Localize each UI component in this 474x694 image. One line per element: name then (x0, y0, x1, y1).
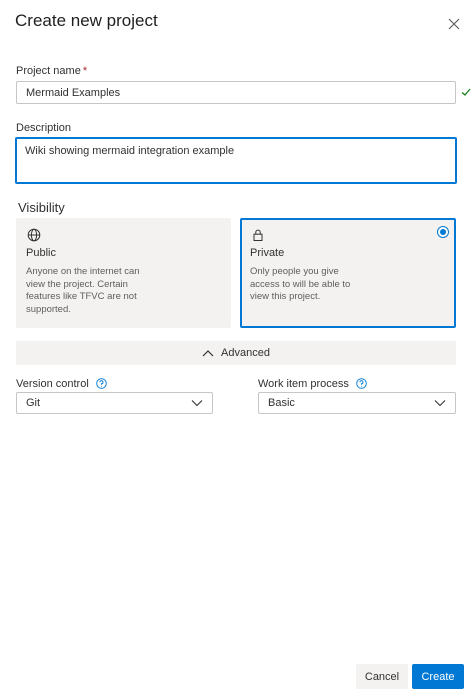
work-item-process-value: Basic (268, 397, 295, 409)
private-description: Only people you give access to will be able to view this project. (250, 266, 351, 302)
description-textarea[interactable] (15, 137, 457, 184)
chevron-down-icon (191, 399, 203, 407)
work-item-process-dropdown[interactable] (258, 392, 456, 414)
checkmark-icon (461, 87, 471, 97)
version-control-label-text: Version control (16, 378, 89, 390)
required-marker: * (82, 65, 88, 77)
version-control-label (16, 378, 107, 390)
version-control-dropdown[interactable] (16, 392, 213, 414)
create-button[interactable]: Create (412, 664, 464, 689)
globe-icon (27, 228, 41, 242)
lock-icon (251, 228, 265, 242)
version-control-value: Git (26, 397, 41, 409)
visibility-option-public[interactable] (16, 218, 231, 328)
help-icon[interactable] (356, 378, 367, 389)
help-icon[interactable] (96, 378, 107, 389)
public-description: Anyone on the internet can view the project. Certain features like TFVC are not supported. (26, 266, 140, 315)
chevron-down-icon (434, 399, 446, 407)
project-name-label-text: Project name (16, 65, 81, 77)
visibility-label: Visibility (18, 200, 65, 215)
project-name-input[interactable] (16, 81, 456, 104)
description-label: Description (16, 122, 72, 134)
work-item-process-label (258, 378, 367, 390)
chevron-up-icon (202, 349, 214, 357)
project-name-label (16, 65, 87, 77)
close-icon (444, 14, 464, 34)
advanced-label: Advanced (221, 347, 270, 359)
private-title: Private (250, 247, 285, 259)
visibility-option-private[interactable] (240, 218, 456, 328)
work-item-process-label-text: Work item process (258, 378, 349, 390)
description-value: Wiki showing mermaid integration example (25, 145, 235, 157)
private-radio-selected[interactable] (437, 226, 449, 238)
public-title: Public (26, 247, 56, 259)
close-button[interactable] (444, 14, 464, 34)
project-name-value: Mermaid Examples (26, 86, 121, 99)
cancel-button[interactable]: Cancel (356, 664, 408, 689)
advanced-toggle[interactable] (16, 341, 456, 365)
dialog-title: Create new project (15, 11, 158, 30)
